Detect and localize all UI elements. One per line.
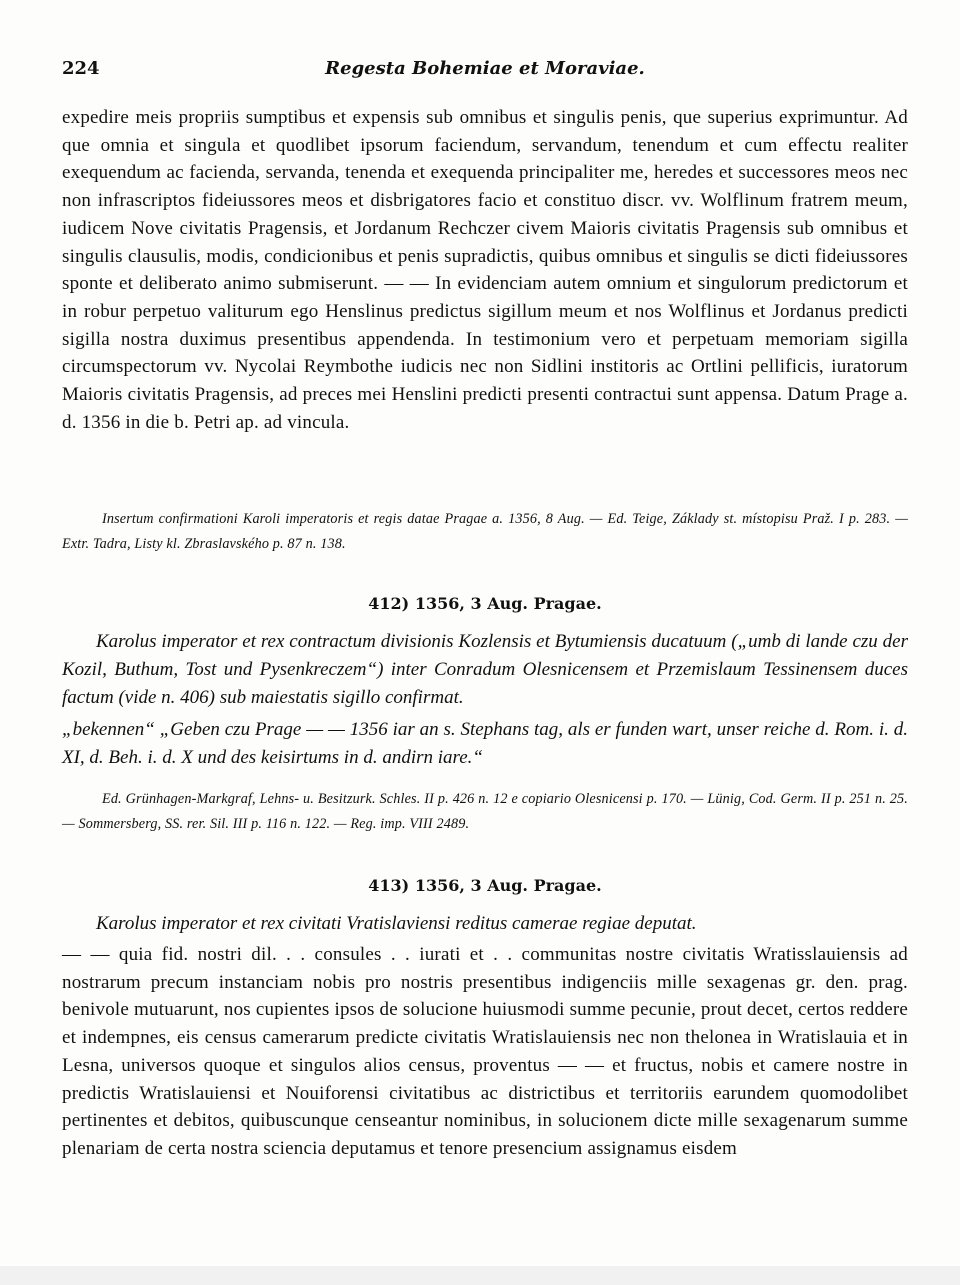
running-title: Regesta Bohemiae et Moraviae. bbox=[325, 58, 645, 79]
note-paragraph: Insertum confirmationi Karoli imperatoris et regis datae Pragae a. 1356, 8 Aug. — Ed. Teige, Základy st. místopisu Praž. I p. 283. — Extr. Tadra, Listy kl. Zbraslavského p. 87 n. 138. bbox=[62, 511, 908, 552]
incipit-412: „bekennen“ „Geben czu Prage — — 1356 iar an s. Stephans tag, als er funden wart, unser reiche d. Rom. i. d. XI, d. Beh. i. d. X und des keisirtums in d. andirn iare.“ bbox=[62, 719, 908, 768]
paragraph: expedire meis propriis sumptibus et expensis sub omnibus et singulis penis, que superius exprimuntur. Ad que omnia et singula et quodlibet ipsorum faciendum, servandum, tenendum et cum effectu realiter exequendum ac facienda, servanda, tenenda et exequenda principaliter me, heredes et successores meos nec non infrascriptos fideiussores meos et disbrigatores facio et constituo discr. vv. Wolflinum fratrem meum, iudicem Nove civitatis Pragensis, et Jordanum Rechczer civem Maioris civitatis Pragensis sub omnibus et singulis clausulis, modis, condicionibus et penis supradictis, quibus omnibus et singulis se dicti fideiussores sponte et deliberato animo submiserunt. — — In evidenciam autem omnium et singulorum predictorum et in robur perpetuo valiturum ego Henslinus predictus sigillum meum et nos Wolflinus et Jordanus predicti sigilla nostra duximus presentibus appendenda. In testimonium vero et perpetuam memoriam sigilla circumspectorum vv. Nycolai Reymbothe iudicis nec non Sidlini institoris ac Ortlini pellificis, iuratorum Maioris civitatis Pragensis, ad preces mei Henslini predicti presenti contractui sunt appensa. Datum Prage a. d. 1356 in die b. Petri ap. ad vincula. bbox=[62, 107, 908, 433]
regest-paragraph: Karolus imperator et rex contractum divisionis Kozlensis et Bytumiensis ducatuum („umb di lande czu der Kozil, Buthum, Tost und Pysenkreczem“) inter Conradum Olesnicensem et Przemislaum Tessinensem duces factum (vide n. 406) sub maiestatis sigillo confirmat. bbox=[62, 631, 908, 708]
scan-bottom-edge bbox=[0, 1266, 960, 1285]
note-paragraph: Ed. Grünhagen-Markgraf, Lehns- u. Besitzurk. Schles. II p. 426 n. 12 e copiario Olesnicensi p. 170. — Lünig, Cod. Germ. II p. 251 n. 25. — Sommersberg, SS. rer. Sil. III p. 116 n. 122. — Reg. imp. VIII 2489. bbox=[62, 791, 908, 832]
charter-text-413 bbox=[62, 941, 908, 1163]
entry-heading-412: 412) 1356, 3 Aug. Pragae. bbox=[368, 594, 602, 613]
entry-heading-413: 413) 1356, 3 Aug. Pragae. bbox=[368, 876, 602, 895]
regest-paragraph: Karolus imperator et rex civitati Vratislaviensi reditus camerae regiae deputat. bbox=[96, 913, 697, 934]
page-number: 224 bbox=[62, 58, 100, 79]
charter-text-continued bbox=[62, 104, 908, 436]
regest-413 bbox=[62, 910, 908, 938]
source-note-412 bbox=[62, 787, 908, 837]
paragraph: — — quia fid. nostri dil. . . consules . . iurati et . . communitas nostre civitatis Wratisslauiensis ad nostrarum precum instanciam nobis pro nostris presentibus indigenciis mille sexagenas gr. den. prag. benivole mutuarunt, nos cupientes ipsos de solucione huiusmodi summe pecunie, prout decet, certos reddere et indempnes, eis census camerarum predicte civitatis Wratislauiensis nec non thelonea in Wratislauia et in Lesna, universos quoque et singulos alios census, proventus — — et fructus, nobis et camere nostre in predictis Wratislauiensi et Nouiforensi civitatibus ac districtibus et territoriis earundem quomodolibet pertinentes et debitos, quibuscunque censeantur nominibus, in solucionem dicte mille sexagenarum summe plenariam de certa nostra sciencia deputamus et tenore presencium assignamus eisdem bbox=[62, 944, 908, 1159]
regest-412 bbox=[62, 628, 908, 712]
source-note-411 bbox=[62, 507, 908, 557]
page-header bbox=[62, 58, 908, 84]
